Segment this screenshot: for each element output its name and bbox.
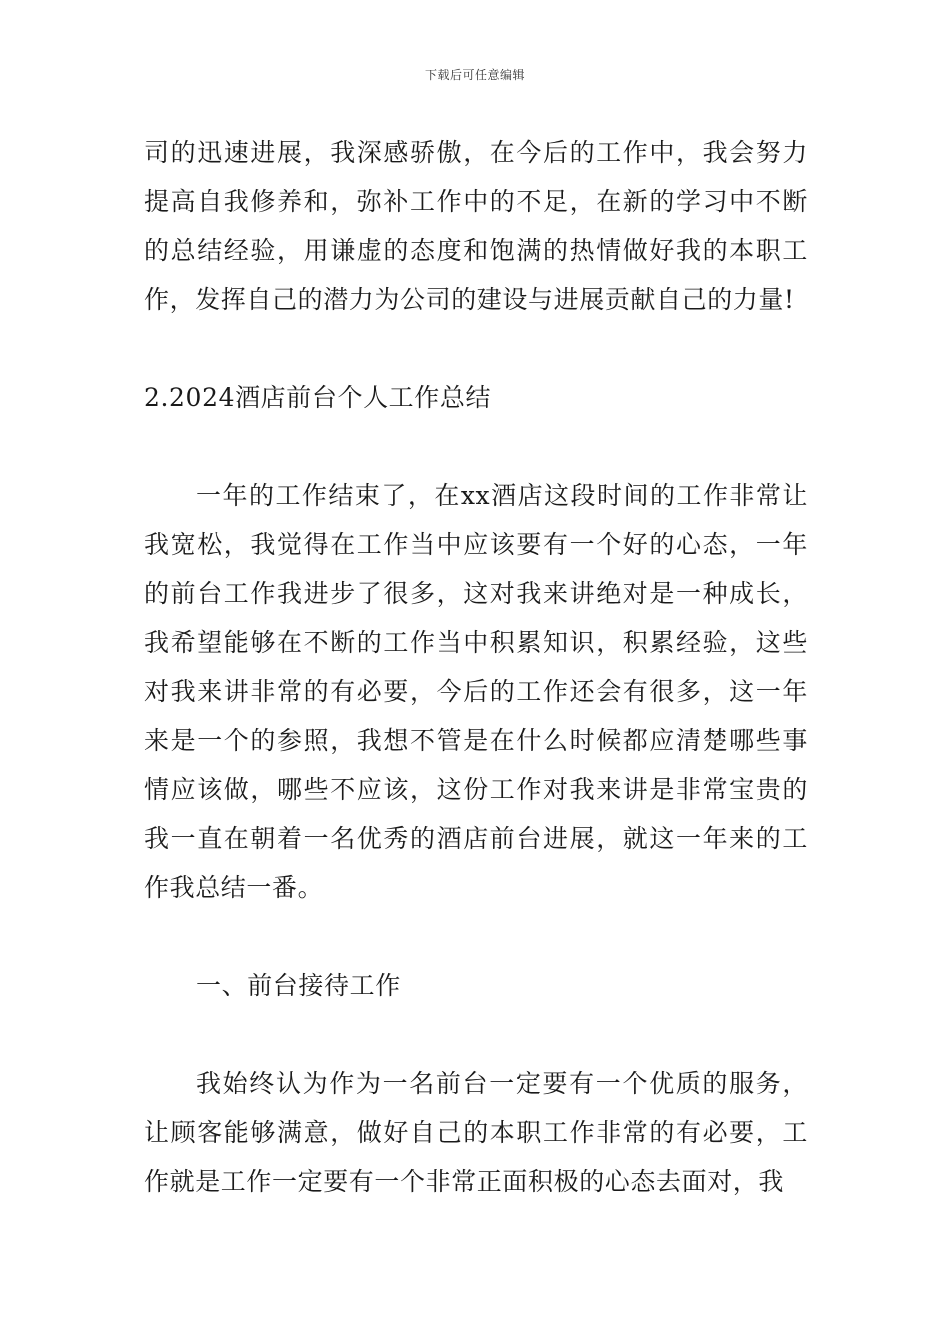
paragraph-reception: 我始终认为作为一名前台一定要有一个优质的服务，让顾客能够满意，做好自己的本职工作非常的有必要，工作就是工作一定要有一个非常正面积极的心态去面对，我 [144,1069,808,1196]
page-header: 下载后可任意编辑 [424,68,525,82]
document-body [144,128,808,1206]
paragraph-intro: 司的迅速进展，我深感骄傲，在今后的工作中，我会努力提高自我修养和，弥补工作中的不足，在新的学习中不断的总结经验，用谦虚的态度和饱满的热情做好我的本职工作，发挥自己的潜力为公司的建设与进展贡献自己的力量! [144,138,808,314]
paragraph-summary: 一年的工作结束了，在xx酒店这段时间的工作非常让我宽松，我觉得在工作当中应该要有一个好的心态，一年的前台工作我进步了很多，这对我来讲绝对是一种成长，我希望能够在不断的工作当中积累知识，积累经验，这些对我来讲非常的有必要，今后的工作还会有很多，这一年来是一个的参照，我想不管是在什么时候都应清楚哪些事情应该做，哪些不应该，这份工作对我来讲是非常宝贵的我一直在朝着一名优秀的酒店前台进展，就这一年来的工作我总结一番。 [144,481,808,902]
subsection-heading: 一、前台接待工作 [196,971,401,1000]
section-heading: 2.2024酒店前台个人工作总结 [144,383,492,412]
paragraph-gap [144,422,808,471]
paragraph-gap [144,1010,808,1059]
paragraph-gap [144,324,808,373]
paragraph-gap [144,912,808,961]
